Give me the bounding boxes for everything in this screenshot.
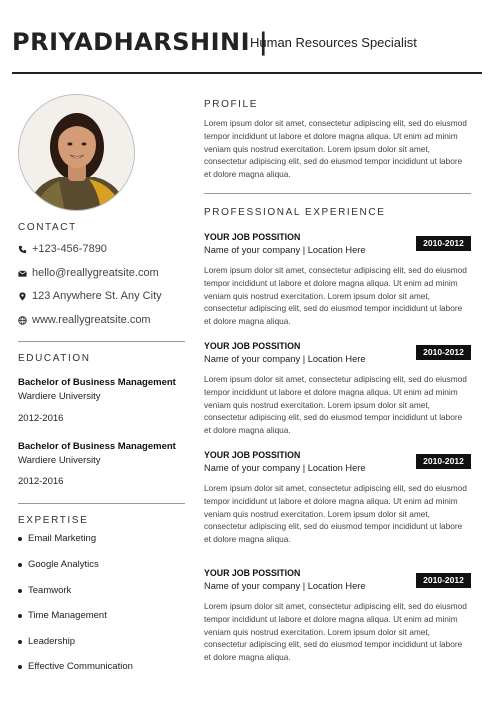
right-divider xyxy=(204,193,471,194)
contact-phone-text: +123-456-7890 xyxy=(32,243,107,255)
job-position: YOUR JOB POSSITION xyxy=(204,341,301,351)
job-position: YOUR JOB POSSITION xyxy=(204,450,301,460)
job-description: Lorem ipsum dolor sit amet, consectetur adipiscing elit, sed do eiusmod tempor incididunt ut labore et dolore magna aliqua. Ut enim ad minim veniam quis nostrud exercitation. Lorem ipsum dolor sit amet, consectetur adipiscing elit, sed do eiusmod tempor incididunt ut labore et dolore magna aliqua. xyxy=(204,483,467,545)
contact-heading: CONTACT xyxy=(18,222,77,233)
expertise-item xyxy=(18,636,75,647)
education-heading: EDUCATION xyxy=(18,353,91,364)
bullet-icon xyxy=(18,614,22,618)
left-divider-2 xyxy=(18,503,185,504)
profile-heading: PROFILE xyxy=(204,99,258,110)
left-divider-1 xyxy=(18,341,185,342)
bullet-icon xyxy=(18,589,22,593)
education-degree: Bachelor of Business Management xyxy=(18,377,176,388)
globe-icon xyxy=(18,316,27,325)
mail-icon xyxy=(18,269,27,278)
education-school: Wardiere University xyxy=(18,455,101,466)
expertise-label: Google Analytics xyxy=(28,559,99,570)
contact-phone[interactable] xyxy=(18,243,107,255)
job-years-badge: 2010-2012 xyxy=(416,236,471,251)
job-company: Name of your company | Location Here xyxy=(204,245,366,255)
contact-address xyxy=(18,290,162,302)
experience-heading: PROFESSIONAL EXPERIENCE xyxy=(204,207,386,218)
education-years: 2012-2016 xyxy=(18,476,64,487)
contact-website-text: www.reallygreatsite.com xyxy=(32,314,151,326)
contact-email-text: hello@reallygreatsite.com xyxy=(32,267,159,279)
bullet-icon xyxy=(18,537,22,541)
expertise-item xyxy=(18,661,133,672)
education-years: 2012-2016 xyxy=(18,413,64,424)
contact-address-text: 123 Anywhere St. Any City xyxy=(32,290,162,302)
contact-website[interactable] xyxy=(18,314,151,326)
portrait-illustration xyxy=(19,95,135,211)
resume-header xyxy=(12,28,482,74)
job-years-badge: 2010-2012 xyxy=(416,454,471,469)
job-years-badge: 2010-2012 xyxy=(416,573,471,588)
bullet-icon xyxy=(18,640,22,644)
candidate-name: PRIYADHARSHINI | xyxy=(12,28,269,56)
job-description: Lorem ipsum dolor sit amet, consectetur adipiscing elit, sed do eiusmod tempor incididunt ut labore et dolore magna aliqua. Ut enim ad minim veniam quis nostrud exercitation. Lorem ipsum dolor sit amet, consectetur adipiscing elit, sed do eiusmod tempor incididunt ut labore et dolore magna aliqua. xyxy=(204,374,467,436)
expertise-heading: EXPERTISE xyxy=(18,515,89,526)
bullet-icon xyxy=(18,665,22,669)
expertise-label: Leadership xyxy=(28,636,76,647)
candidate-role: Human Resources Specialist xyxy=(250,35,417,50)
contact-email[interactable] xyxy=(18,267,159,279)
job-years-badge: 2010-2012 xyxy=(416,345,471,360)
job-position: YOUR JOB POSSITION xyxy=(204,232,301,242)
location-icon xyxy=(18,292,27,301)
job-company: Name of your company | Location Here xyxy=(204,354,366,364)
expertise-label: Email Marketing xyxy=(28,533,97,544)
education-school: Wardiere University xyxy=(18,391,101,402)
expertise-item xyxy=(18,585,71,596)
profile-text: Lorem ipsum dolor sit amet, consectetur adipiscing elit, sed do eiusmod tempor incididunt ut labore et dolore magna aliqua. Ut enim ad minim veniam quis nostrud exercitation. Lorem ipsum dolor sit amet, consectetur adipiscing elit, sed do eiusmod tempor incididunt ut labore et dolore magna aliqua. xyxy=(204,118,467,180)
job-description: Lorem ipsum dolor sit amet, consectetur adipiscing elit, sed do eiusmod tempor incididunt ut labore et dolore magna aliqua. Ut enim ad minim veniam quis nostrud exercitation. Lorem ipsum dolor sit amet, consectetur adipiscing elit, sed do eiusmod tempor incididunt ut labore et dolore magna aliqua. xyxy=(204,601,467,663)
expertise-item xyxy=(18,559,99,570)
expertise-label: Effective Communication xyxy=(28,661,133,672)
job-position: YOUR JOB POSSITION xyxy=(204,568,301,578)
expertise-item xyxy=(18,610,107,621)
expertise-label: Teamwork xyxy=(28,585,72,596)
job-description: Lorem ipsum dolor sit amet, consectetur adipiscing elit, sed do eiusmod tempor incididunt ut labore et dolore magna aliqua. Ut enim ad minim veniam quis nostrud exercitation. Lorem ipsum dolor sit amet, consectetur adipiscing elit, sed do eiusmod tempor incididunt ut labore et dolore magna aliqua. xyxy=(204,265,467,327)
phone-icon xyxy=(18,245,27,254)
expertise-item xyxy=(18,533,96,544)
profile-photo xyxy=(18,94,135,211)
expertise-label: Time Management xyxy=(28,610,107,621)
job-company: Name of your company | Location Here xyxy=(204,463,366,473)
education-degree: Bachelor of Business Management xyxy=(18,441,176,452)
bullet-icon xyxy=(18,563,22,567)
job-company: Name of your company | Location Here xyxy=(204,581,366,591)
